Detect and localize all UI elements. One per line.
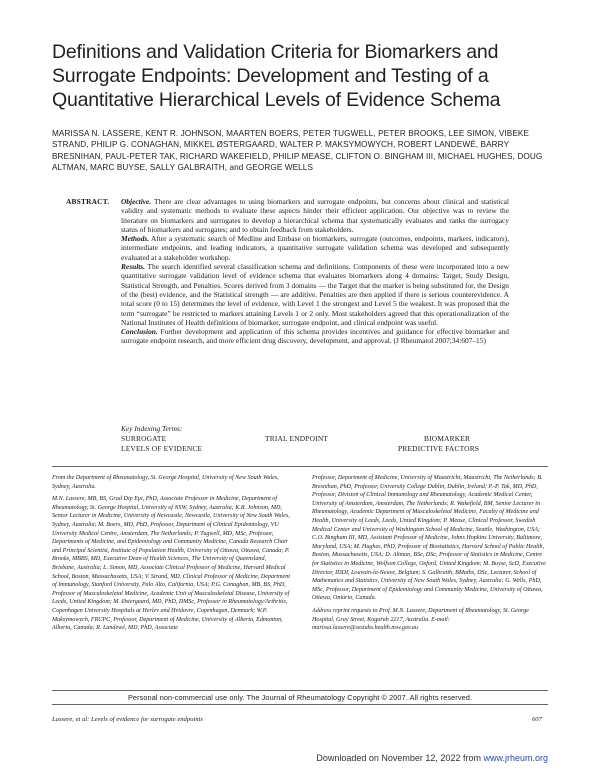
notice-rule-bottom [52,704,548,705]
keyword: PREDICTIVE FACTORS [398,444,480,453]
affiliation-paragraph: Professor, Department of Medicine, University of Maastricht, Maastricht, The Netherlands; B. Bresnihan, PhD, Professor, University College Dublin, Dublin, Ireland; P.-P. Tak, MD, PhD, Professor, Division of Clinical Immunology and Rheumatology, Academic Medical Center, University of Amsterdam, Amsterdam, The Netherlands; R. Wakefield, BM, Senior Lecturer in Rheumatology, Academic Department of Musculoskeletal Medicine, Faculty of Medicine and Health, University of Leeds, Leeds, United Kingdom; P. Mease, Clinical Professor, Swedish Medical Center and University of Washington School of Medicine, Seattle, Washington, USA; C.O. Bingham III, MD, Assistant Professor of Medicine, Johns Hopkins University, Baltimore, Maryland, USA; M. Hughes, PhD, Professor of Biostatistics, Harvard School of Public Health, Boston, Massachusetts, USA; D. Altman, BSc, DSc, Professor of Statistics in Medicine, Centre for Statistics in Medicine, Wolfson College, Oxford, United Kingdom; M. Buyse, ScD, Executive Director, IDDI, Louvain-la-Neuve, Belgium; S. Galbraith, BMaths, DSc, Lecturer, School of Mathematics and Statistics, University of New South Wales, Sydney, Australia; G. Wells, PhD, MSc, Professor, Department of Epidemiology and Community Medicine, University of Ottawa, Ottawa, Ontario, Canada. [312,475,546,602]
download-text: Downloaded on November 12, 2022 from [316,753,484,763]
download-notice [0,753,600,763]
abstract-methods [121,234,509,262]
section-divider [52,466,548,467]
keyword: SURROGATE [121,434,167,443]
author-list: MARISSA N. LASSERE, KENT R. JOHNSON, MAARTEN BOERS, PETER TUGWELL, PETER BROOKS, LEE SIMON, VIBEKE STRAND, PHILIP G. CONAGHAN, MIKKEL ØSTERGAARD, WALTER P. MAKSYMOWYCH, ROBERT LANDEWÉ, BARRY BRESNIHAN, PAUL-PETER TAK, RICHARD WAKEFIELD, PHILIP MEASE, CLIFTON O. BINGHAM III, MICHAEL HUGHES, DOUG ALTMAN, MARC BUYSE, SALLY GALBRAITH, and GEORGE WELLS [52,129,543,173]
affiliations-right-column [312,474,550,637]
keyword: TRIAL ENDPOINT [265,434,329,443]
results-text: The search identified several classification schema and definitions. Components of these were incorporated into a new quantitative surrogate validation level of evidence schema that evaluates biomarkers along 4 domains: Target, Study Design, Statistical Strength, and Penalties. Scores derived from 3 domains — the Target that the marker is being substituted for, the Design of the (best) evidence, and the Statistical strength — are additive. Penalties are then applied if there is serious counterevidence. A total score (0 to 15) determines the level of evidence, with Level 1 the strongest and Level 5 the weakest. It was proposed that the term “surrogate” be restricted to markers attaining Levels 1 or 2 only. Most stakeholders agreed that this operationalization of the National Institutes of Health definitions of biomarker, surrogate endpoint, and clinical endpoint was useful. [121,262,509,327]
keyword: LEVELS OF EVIDENCE [121,444,203,453]
affiliation-paragraph: M.N. Lassere, MB, BS, Grad Dip Epi, PhD, Associate Professor in Medicine, Department of Rheumatology, St. George Hospital, University of NSW, Sydney, Australia; K.R. Johnson, MD, Senior Lecturer in Medicine, University of Newcastle, Newcastle, University of New South Wales, Sydney, Australia; M. Boers, MD, PhD, Professor, Department of Clinical Epidemiology, VU University Medical Centre, Amsterdam, The Netherlands; P. Tugwell, MD, MSc, Professor, Departments of Medicine, and Epidemiology and Community Medicine, Canada Research Chair and Principal Scientist, Institute of Population Health, University of Ottawa, Ottawa, Canada; P. Brooks, MBBS, MD, Executive Dean of Health Sciences, The University of Queensland, Brisbane, Australia; L. Simon, MD, Associate Clinical Professor of Medicine, Harvard Medical School, Boston, Massachusetts, USA; V. Strand, MD, Clinical Professor of Medicine, Department of Immunology, Stanford University, Palo Alto, California, USA; P.G. Conaghan, MB, BS, PhD, Professor of Musculoskeletal Medicine, Academic Unit of Musculoskeletal Disease, University of Leeds, United Kingdom; M. Østergaard, MD, PhD, DMSc, Professor in Rheumatology/Arthritis, Copenhagen University Hospitals at Herlev and Hvidovre, Copenhagen, Denmark; W.P. Maksymowych, FRCPC, Professor, Department of Medicine, University of Alberta, Edmonton, Alberta, Canada; R. Landewé, MD, PhD, Associate [52,496,290,632]
reprint-address: Address reprint requests to Prof. M.N. Lassere, Department of Rheumatology, St. George Hospital, Gray Street, Kogarah 2217, Australia. E-mail: marissa.lassere@sesiahs.health.nsw.gov.au [312,607,529,632]
objective-text: There are clear advantages to using biomarkers and surrogate endpoints, but concerns about clinical and statistical validity and systematic methods to evaluate these aspects hinder their efficient application. Our objective was to review the literature on biomarkers and surrogates to develop a hierarchical schema that systematically evaluates and ranks the surrogacy status of biomarkers and surrogates; and to obtain feedback from stakeholders. [121,197,509,234]
methods-text: After a systematic search of Medline and Embase on biomarkers, surrogate (outcomes, endpoints, markers, indicators), intermediate endpoints, and leading indicators, a quantitative surrogate validation schema was developed and subsequently evaluated at a stakeholder workshop. [121,234,509,262]
article-title: Definitions and Validation Criteria for Biomarkers and Surrogate Endpoints: Development and Testing of a Quantitative Hierarchical Levels of Evidence Schema [52,41,501,111]
abstract-label: ABSTRACT. [66,197,110,206]
notice-rule-top [52,690,548,691]
abstract-body [121,197,509,346]
keyword: BIOMARKER [424,434,471,443]
affiliations-left-column [52,474,290,637]
key-indexing-title: Key Indexing Terms: [121,424,183,433]
page-number: 607 [532,716,542,723]
abstract-conclusion [121,327,509,346]
abstract-objective [121,197,509,234]
results-label: Results. [121,262,146,272]
conclusion-text: Further development and application of this schema provides incentives and guidance for effective biomarker and surrogate endpoint research, and more efficient drug discovery, development, and approval. (J Rheumatol 2007;34:607–15) [121,327,509,346]
journal-link[interactable]: www.jrheum.org [483,753,548,763]
methods-label: Methods. [121,234,150,244]
running-head: Lassere, et al: Levels of evidence for surrogate endpoints [52,716,203,723]
objective-label: Objective. [121,197,152,206]
abstract-results [121,262,509,327]
copyright-notice: Personal non-commercial use only. The Journal of Rheumatology Copyright © 2007. All rights reserved. [127,693,473,702]
conclusion-label: Conclusion. [121,327,158,337]
affiliation-paragraph: From the Department of Rheumatology, St. George Hospital, University of New South Wales, Sydney, Australia. [52,475,279,490]
